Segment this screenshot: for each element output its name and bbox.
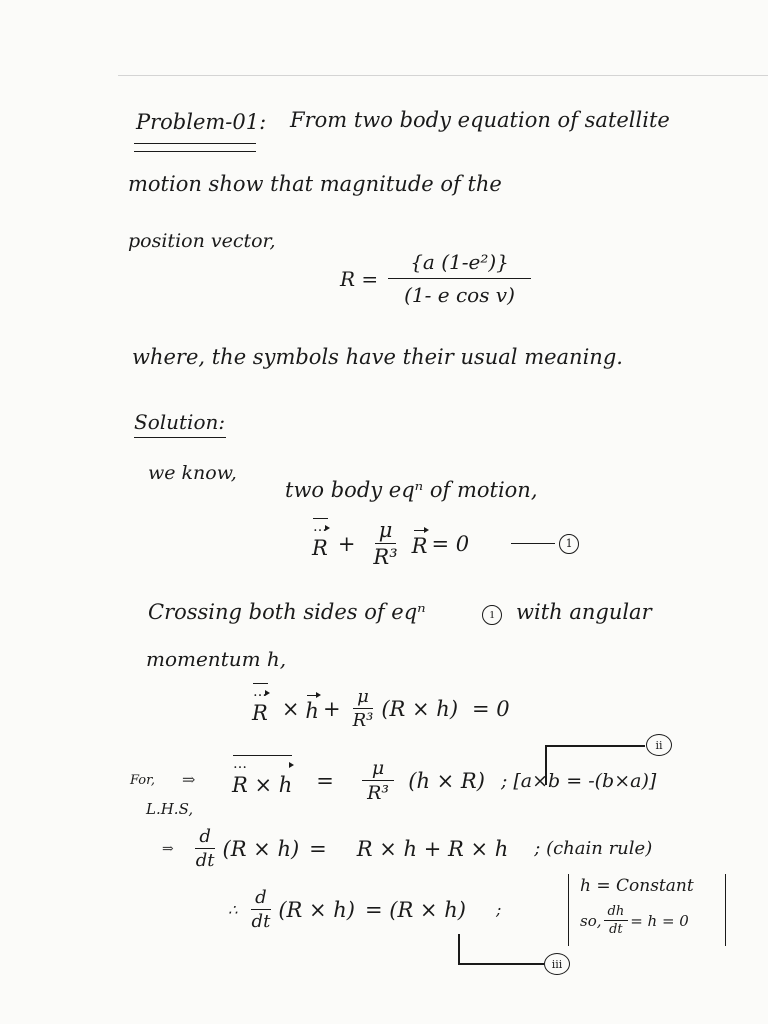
eq1-mu: μ	[375, 518, 397, 544]
eq5-prefix: ∴	[228, 900, 238, 919]
formula-lhs: R =	[340, 266, 379, 291]
eq3-fraction	[362, 757, 394, 804]
problem-underline-2	[134, 151, 256, 152]
formula-denominator: (1- e cos v)	[404, 283, 515, 307]
eq5-dt: dt	[251, 911, 271, 932]
eq5-semicolon: ;	[495, 900, 502, 919]
constant-note-line-2	[580, 904, 689, 937]
eq4-eq: =	[309, 836, 327, 861]
eq4-arrow: ⇒	[162, 840, 174, 857]
eq3-r3: R³	[367, 782, 390, 804]
eq2-r3: R³	[352, 710, 374, 731]
page-top-rule	[118, 75, 768, 76]
solution-underline	[134, 437, 226, 438]
eq2-r-double-dot: … R	[252, 693, 268, 725]
solution-heading: Solution:	[134, 410, 226, 434]
eq2-rhs: = 0	[472, 696, 510, 721]
eq4-d: d	[195, 826, 215, 849]
eq1-tag: 1	[559, 534, 579, 554]
eq4-rhs: R × h + R × h	[356, 836, 509, 861]
eq4-lhs: (R × h)	[222, 836, 300, 861]
eq2-fraction	[349, 686, 378, 731]
eq3-eq: =	[316, 768, 334, 793]
formula-fraction	[388, 250, 531, 307]
problem-text-line-4: where, the symbols have their usual meaning.	[132, 345, 623, 369]
for-label: For,	[130, 773, 156, 788]
eq4-dt: dt	[195, 850, 215, 871]
eq2-times: ×	[281, 696, 300, 721]
two-body-text: two body eqⁿ of motion,	[285, 478, 538, 502]
implies-arrow-1: ⇒	[182, 770, 196, 789]
eq3-lhs: … R × h	[232, 765, 292, 797]
problem-text-line-1: From two body equation of satellite	[290, 108, 670, 132]
crossing-text-2: momentum h,	[146, 647, 287, 671]
crossing-tag: 1	[482, 605, 502, 625]
lhs-label: L.H.S,	[146, 800, 194, 818]
problem-label: Problem-01:	[136, 110, 267, 134]
eq5-d: d	[251, 887, 271, 910]
crossing-text-1b: with angular	[516, 600, 652, 624]
eq2-plus: +	[322, 696, 341, 721]
note-dh: dh	[604, 904, 629, 921]
note-fraction	[604, 904, 629, 937]
eq1-plus: +	[337, 531, 356, 556]
eq1-dash	[511, 543, 555, 544]
constant-note-line-1: h = Constant	[580, 876, 694, 896]
eq4-fraction	[192, 826, 219, 871]
eq1-r-vector: R	[412, 530, 428, 558]
eq3-mu: μ	[362, 757, 394, 781]
eq3-note: ; [a×b = -(b×a)]	[500, 769, 657, 792]
eq5-lhs: (R × h)	[278, 897, 355, 922]
eq2-h: h	[305, 695, 319, 723]
crossing-text-1: Crossing both sides of eqⁿ	[148, 600, 426, 624]
equation-5	[228, 887, 501, 932]
equation-1	[312, 518, 579, 569]
tag-iii: iii	[544, 953, 570, 975]
tag-ii-connector	[545, 745, 645, 747]
eq3-rhs: (h × R)	[408, 768, 485, 793]
range-formula	[340, 250, 535, 307]
eq2-mu: μ	[353, 686, 373, 709]
equation-2	[252, 686, 510, 731]
eq2-paren: (R × h)	[381, 696, 459, 721]
eq5-fraction	[248, 887, 275, 932]
eq5-eq: = (R × h)	[364, 897, 466, 922]
tag-iii-connector	[458, 963, 544, 965]
equation-3	[232, 757, 656, 804]
eq1-rhs: = 0	[431, 531, 470, 556]
problem-underline-1	[134, 143, 256, 144]
equation-4	[162, 826, 652, 871]
tag-iii-connector-vertical	[458, 934, 460, 964]
r-double-dot: … R	[312, 528, 328, 560]
note-post: = h = 0	[630, 911, 689, 930]
problem-text-line-3: position vector,	[128, 230, 276, 252]
formula-numerator: {a (1-e²)}	[388, 250, 531, 279]
we-know-text: we know,	[148, 462, 237, 484]
eq1-r3: R³	[373, 545, 398, 569]
eq4-note: ; (chain rule)	[534, 838, 653, 859]
problem-text-line-2: motion show that magnitude of the	[128, 172, 502, 196]
tag-ii: ii	[646, 734, 672, 756]
note-dt: dt	[609, 922, 623, 937]
note-so: so,	[580, 911, 602, 930]
eq1-fraction	[369, 518, 401, 569]
